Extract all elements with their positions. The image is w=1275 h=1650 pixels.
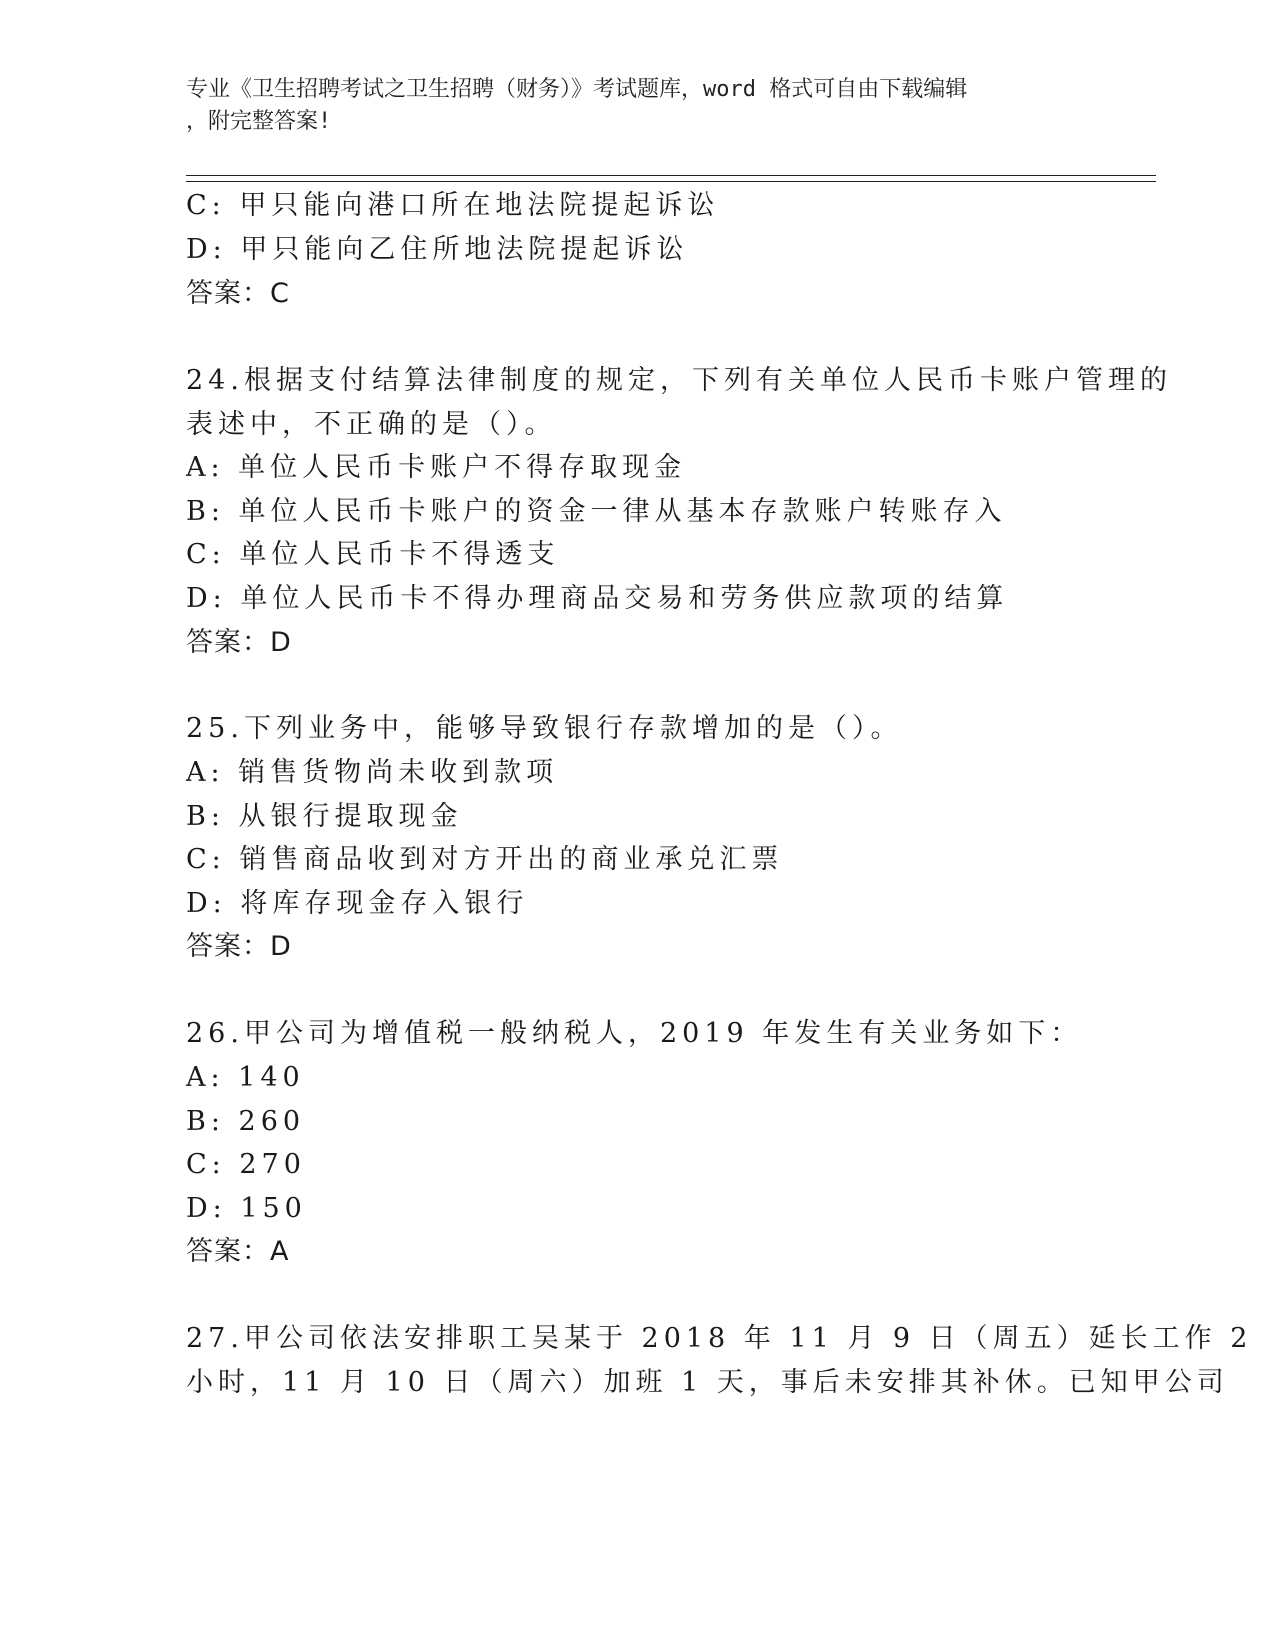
q23-option-d: D: 甲只能向乙住所地法院提起诉讼: [186, 234, 689, 265]
header-line-2: ，附完整答案!: [186, 109, 332, 134]
q25-option-c: C: 销售商品收到对方开出的商业承兑汇票: [186, 844, 784, 875]
header-rule-bottom: [186, 181, 1156, 182]
q25-option-b: B: 从银行提取现金: [186, 801, 463, 832]
q27-stem-line-1: 27.甲公司依法安排职工吴某于 2018 年 11 月 9 日（周五）延长工作 2: [186, 1323, 1253, 1354]
q26-answer: 答案：A: [186, 1236, 290, 1267]
q26-stem-line-1: 26.甲公司为增值税一般纳税人，2019 年发生有关业务如下：: [186, 1018, 1083, 1049]
header-rule-top: [186, 175, 1156, 176]
q23-option-c: C: 甲只能向港口所在地法院提起诉讼: [186, 190, 720, 221]
q25-option-d: D: 将库存现金存入银行: [186, 888, 529, 919]
q24-option-a: A: 单位人民币卡账户不得存取现金: [186, 452, 687, 483]
q24-option-c: C: 单位人民币卡不得透支: [186, 539, 560, 570]
document-header: [186, 74, 1066, 138]
q26-option-b: B: 260: [186, 1106, 306, 1137]
q26-option-c: C: 270: [186, 1149, 306, 1180]
q24-stem-line-1: 24.根据支付结算法律制度的规定，下列有关单位人民币卡账户管理的: [186, 365, 1172, 396]
q26-option-d: D: 150: [186, 1193, 307, 1224]
q25-option-a: A: 销售货物尚未收到款项: [186, 757, 559, 788]
q25-stem-line-1: 25.下列业务中，能够导致银行存款增加的是（）。: [186, 713, 903, 744]
header-line-1: 专业《卫生招聘考试之卫生招聘（财务）》考试题库，word 格式可自由下载编辑: [186, 77, 968, 102]
q24-option-d: D: 单位人民币卡不得办理商品交易和劳务供应款项的结算: [186, 583, 1009, 614]
q27-stem-line-2: 小时，11 月 10 日（周六）加班 1 天，事后未安排其补休。已知甲公司: [186, 1367, 1229, 1398]
q24-stem-line-2: 表述中，不正确的是（）。: [186, 409, 557, 440]
q26-option-a: A: 140: [186, 1062, 305, 1093]
q24-answer: 答案：D: [186, 627, 292, 658]
q24-option-b: B: 单位人民币卡账户的资金一律从基本存款账户转账存入: [186, 496, 1007, 527]
q25-answer: 答案：D: [186, 931, 292, 962]
q23-answer: 答案：C: [186, 278, 290, 309]
